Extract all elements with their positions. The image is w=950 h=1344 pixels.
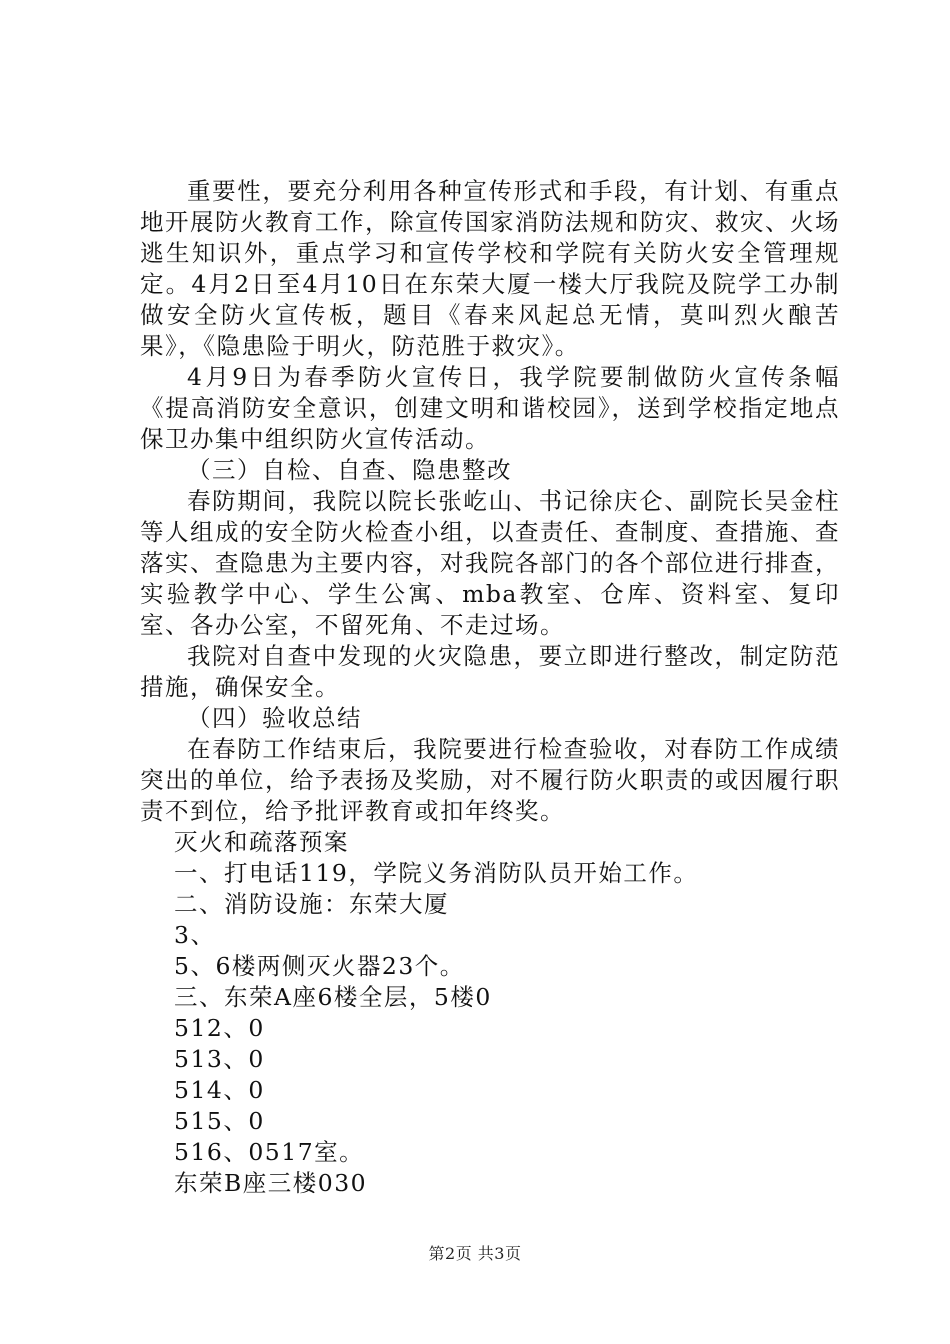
page-number-footer: 第2页 共3页 bbox=[428, 1244, 522, 1263]
paragraph-fire-education: 重要性，要充分利用各种宣传形式和手段，有计划、有重点地开展防火教育工作，除宣传国家消防法规和防灾、救灾、火场逃生知识外，重点学习和宣传学校和学院有关防火安全管理规定。4月2日至4月10日在东荣大厦一楼大厅我院及院学工办制做安全防火宣传板，题目《春来风起总无情，莫叫烈火酿苦果》，《隐患险于明火，防范胜于救灾》。 bbox=[140, 177, 840, 360]
list-item-facilities: 二、消防设施：东荣大厦 bbox=[174, 890, 449, 918]
paragraph-publicity-day: 4月9日为春季防火宣传日，我学院要制做防火宣传条幅《提高消防安全意识，创建文明和谐校园》，送到学校指定地点保卫办集中组织防火宣传活动。 bbox=[140, 363, 840, 453]
list-line: 515、0 bbox=[174, 1107, 265, 1135]
list-line: 516、0517室。 bbox=[174, 1138, 365, 1166]
list-line: 514、0 bbox=[174, 1076, 265, 1104]
list-line: 513、0 bbox=[174, 1045, 265, 1073]
document-body bbox=[140, 176, 840, 1199]
list-item-call-119: 一、打电话119，学院义务消防队员开始工作。 bbox=[174, 859, 699, 887]
paragraph-rectification: 我院对自查中发现的火灾隐患，要立即进行整改，制定防范措施，确保安全。 bbox=[140, 642, 840, 701]
list-line: 5、6楼两侧灭火器23个。 bbox=[174, 952, 465, 980]
heading-self-inspection: （三）自检、自查、隐患整改 bbox=[187, 456, 512, 484]
list-line: 3、 bbox=[174, 921, 216, 949]
heading-acceptance-summary: （四）验收总结 bbox=[187, 704, 362, 732]
paragraph-acceptance: 在春防工作结束后，我院要进行检查验收，对春防工作成绩突出的单位，给予表扬及奖励，对不履行防火职责的或因履行职责不到位，给予批评教育或扣年终奖。 bbox=[140, 735, 840, 825]
list-item-building-b: 东荣B座三楼030 bbox=[174, 1169, 368, 1197]
paragraph-inspection-team: 春防期间，我院以院长张屹山、书记徐庆仑、副院长吴金柱等人组成的安全防火检查小组，以查责任、查制度、查措施、查落实、查隐患为主要内容，对我院各部门的各个部位进行排查，实验教学中心、学生公寓、mba教室、仓库、资料室、复印室、各办公室，不留死角、不走过场。 bbox=[140, 487, 840, 639]
heading-evacuation-plan: 灭火和疏落预案 bbox=[174, 828, 349, 856]
list-item-building-a: 三、东荣A座6楼全层，5楼0 bbox=[174, 983, 492, 1011]
list-line: 512、0 bbox=[174, 1014, 265, 1042]
